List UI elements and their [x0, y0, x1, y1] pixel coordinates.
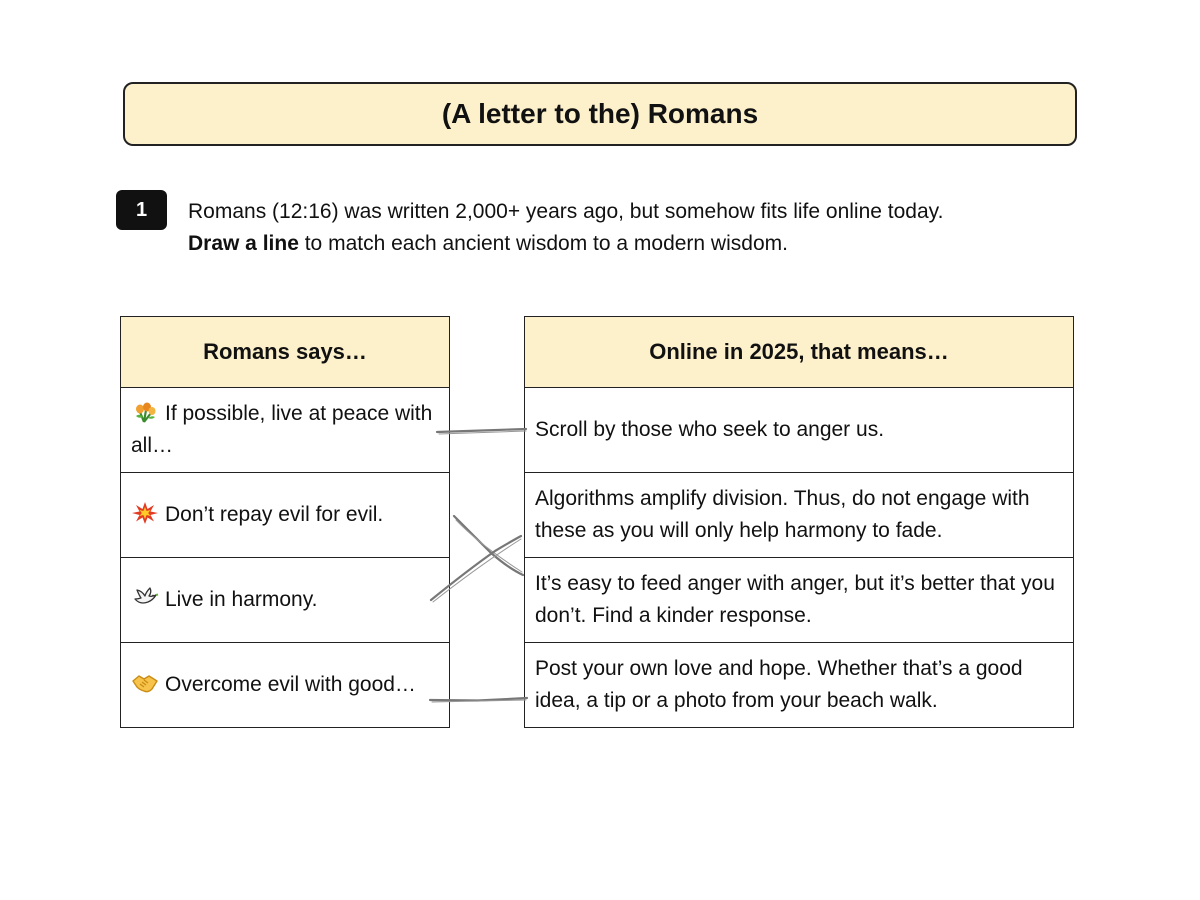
match-line-2-sketch [456, 520, 522, 572]
match-line-2 [454, 516, 523, 575]
match-line-1-sketch [439, 431, 526, 434]
left-cell-2-text: Don’t repay evil for evil. [165, 503, 384, 526]
dove-icon [131, 586, 159, 610]
romans-says-table [120, 316, 450, 728]
collision-icon [131, 501, 159, 525]
flower-bouquet-icon [131, 400, 159, 424]
left-cell-1[interactable] [121, 388, 450, 473]
left-cell-3-text: Live in harmony. [165, 588, 318, 611]
left-cell-3[interactable] [121, 558, 450, 643]
table-row [121, 643, 450, 728]
table-row [525, 643, 1074, 728]
right-table-header: Online in 2025, that means… [525, 317, 1074, 388]
page-title: (A letter to the) Romans [441, 98, 759, 129]
left-cell-2[interactable] [121, 473, 450, 558]
left-table-header: Romans says… [121, 317, 450, 388]
table-row [525, 473, 1074, 558]
right-cell-2[interactable]: Algorithms amplify division. Thus, do not engage with these as you will only help harmony to fade. [525, 473, 1074, 558]
right-cell-3[interactable]: It’s easy to feed anger with anger, but it’s better that you don’t. Find a kinder response. [525, 558, 1074, 643]
table-row [121, 388, 450, 473]
online-meaning-table [524, 316, 1074, 728]
title-banner [123, 82, 1077, 146]
step-number-badge: 1 [116, 190, 167, 230]
left-cell-4[interactable] [121, 643, 450, 728]
left-cell-1-text: If possible, live at peace with all… [131, 402, 433, 457]
left-cell-4-text: Overcome evil with good… [165, 673, 416, 696]
table-row [121, 558, 450, 643]
table-row [121, 473, 450, 558]
instruction-line-2 [188, 228, 1088, 260]
table-row [525, 388, 1074, 473]
instruction-emphasis: Draw a line [188, 232, 299, 255]
table-row [525, 558, 1074, 643]
match-line-1 [437, 429, 526, 432]
right-cell-1[interactable]: Scroll by those who seek to anger us. [525, 388, 1074, 473]
instruction-line-2-rest: to match each ancient wisdom to a modern wisdom. [298, 232, 788, 255]
handshake-icon [131, 671, 159, 695]
right-cell-4[interactable]: Post your own love and hope. Whether that’s a good idea, a tip or a photo from your beach walk. [525, 643, 1074, 728]
instruction-line-1: Romans (12:16) was written 2,000+ years ago, but somehow fits life online today. [188, 200, 944, 223]
instructions [188, 196, 1088, 260]
